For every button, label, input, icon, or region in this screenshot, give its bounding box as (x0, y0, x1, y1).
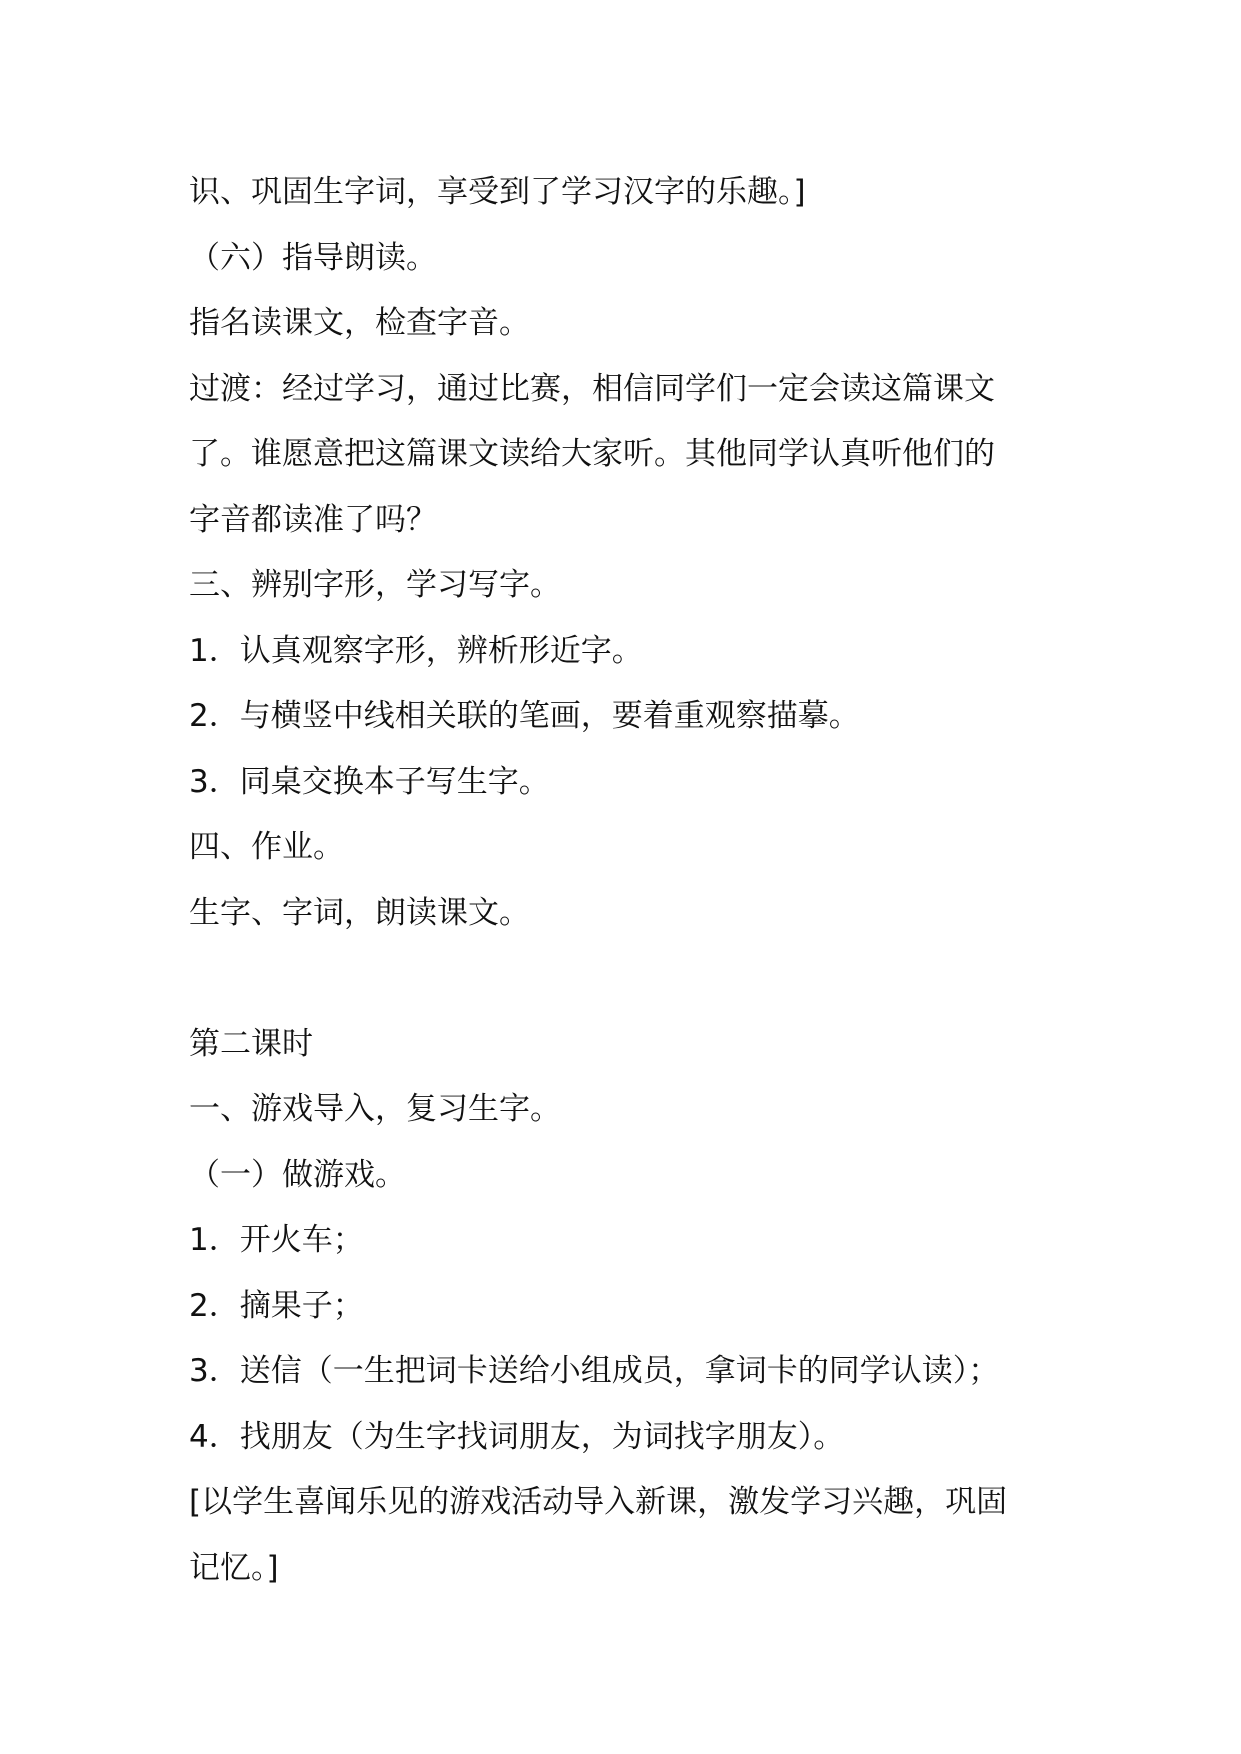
list-item: 3．送信（一生把词卡送给小组成员，拿词卡的同学认读）； (189, 1353, 1000, 1389)
list-item: 1．开火车； (189, 1222, 364, 1258)
list-item: 2．摘果子； (189, 1287, 364, 1324)
text-line: 过渡：经过学习，通过比赛，相信同学们一定会读这篇课文 (189, 370, 995, 407)
lesson-title: 第二课时 (189, 1025, 313, 1062)
text-line: [以学生喜闻乐见的游戏活动导入新课，激发学习兴趣，巩固 (189, 1484, 1008, 1520)
text-line: 字音都读准了吗？ (189, 501, 437, 538)
section-heading: 四、作业。 (189, 829, 344, 865)
section-heading: 一、游戏导入，复习生字。 (189, 1091, 561, 1127)
blank-line (189, 946, 1069, 1012)
text-line: 指名读课文，检查字音。 (189, 305, 530, 341)
list-item: 2．与横竖中线相关联的笔画，要着重观察描摹。 (189, 698, 860, 734)
list-item: 4．找朋友（为生字找词朋友，为词找字朋友）。 (189, 1418, 845, 1455)
list-item: 3．同桌交换本子写生字。 (189, 763, 550, 800)
document-body (189, 160, 1069, 1601)
text-line: 了。谁愿意把这篇课文读给大家听。其他同学认真听他们的 (189, 436, 995, 472)
text-line: 生字、字词，朗读课文。 (189, 894, 530, 931)
text-line: 识、巩固生字词，享受到了学习汉字的乐趣。] (189, 174, 806, 210)
section-heading: （六）指导朗读。 (189, 239, 437, 276)
section-heading: （一）做游戏。 (189, 1156, 406, 1193)
section-heading: 三、辨别字形，学习写字。 (189, 567, 561, 603)
list-item: 1．认真观察字形，辨析形近字。 (189, 632, 643, 669)
text-line: 记忆。] (189, 1549, 279, 1586)
